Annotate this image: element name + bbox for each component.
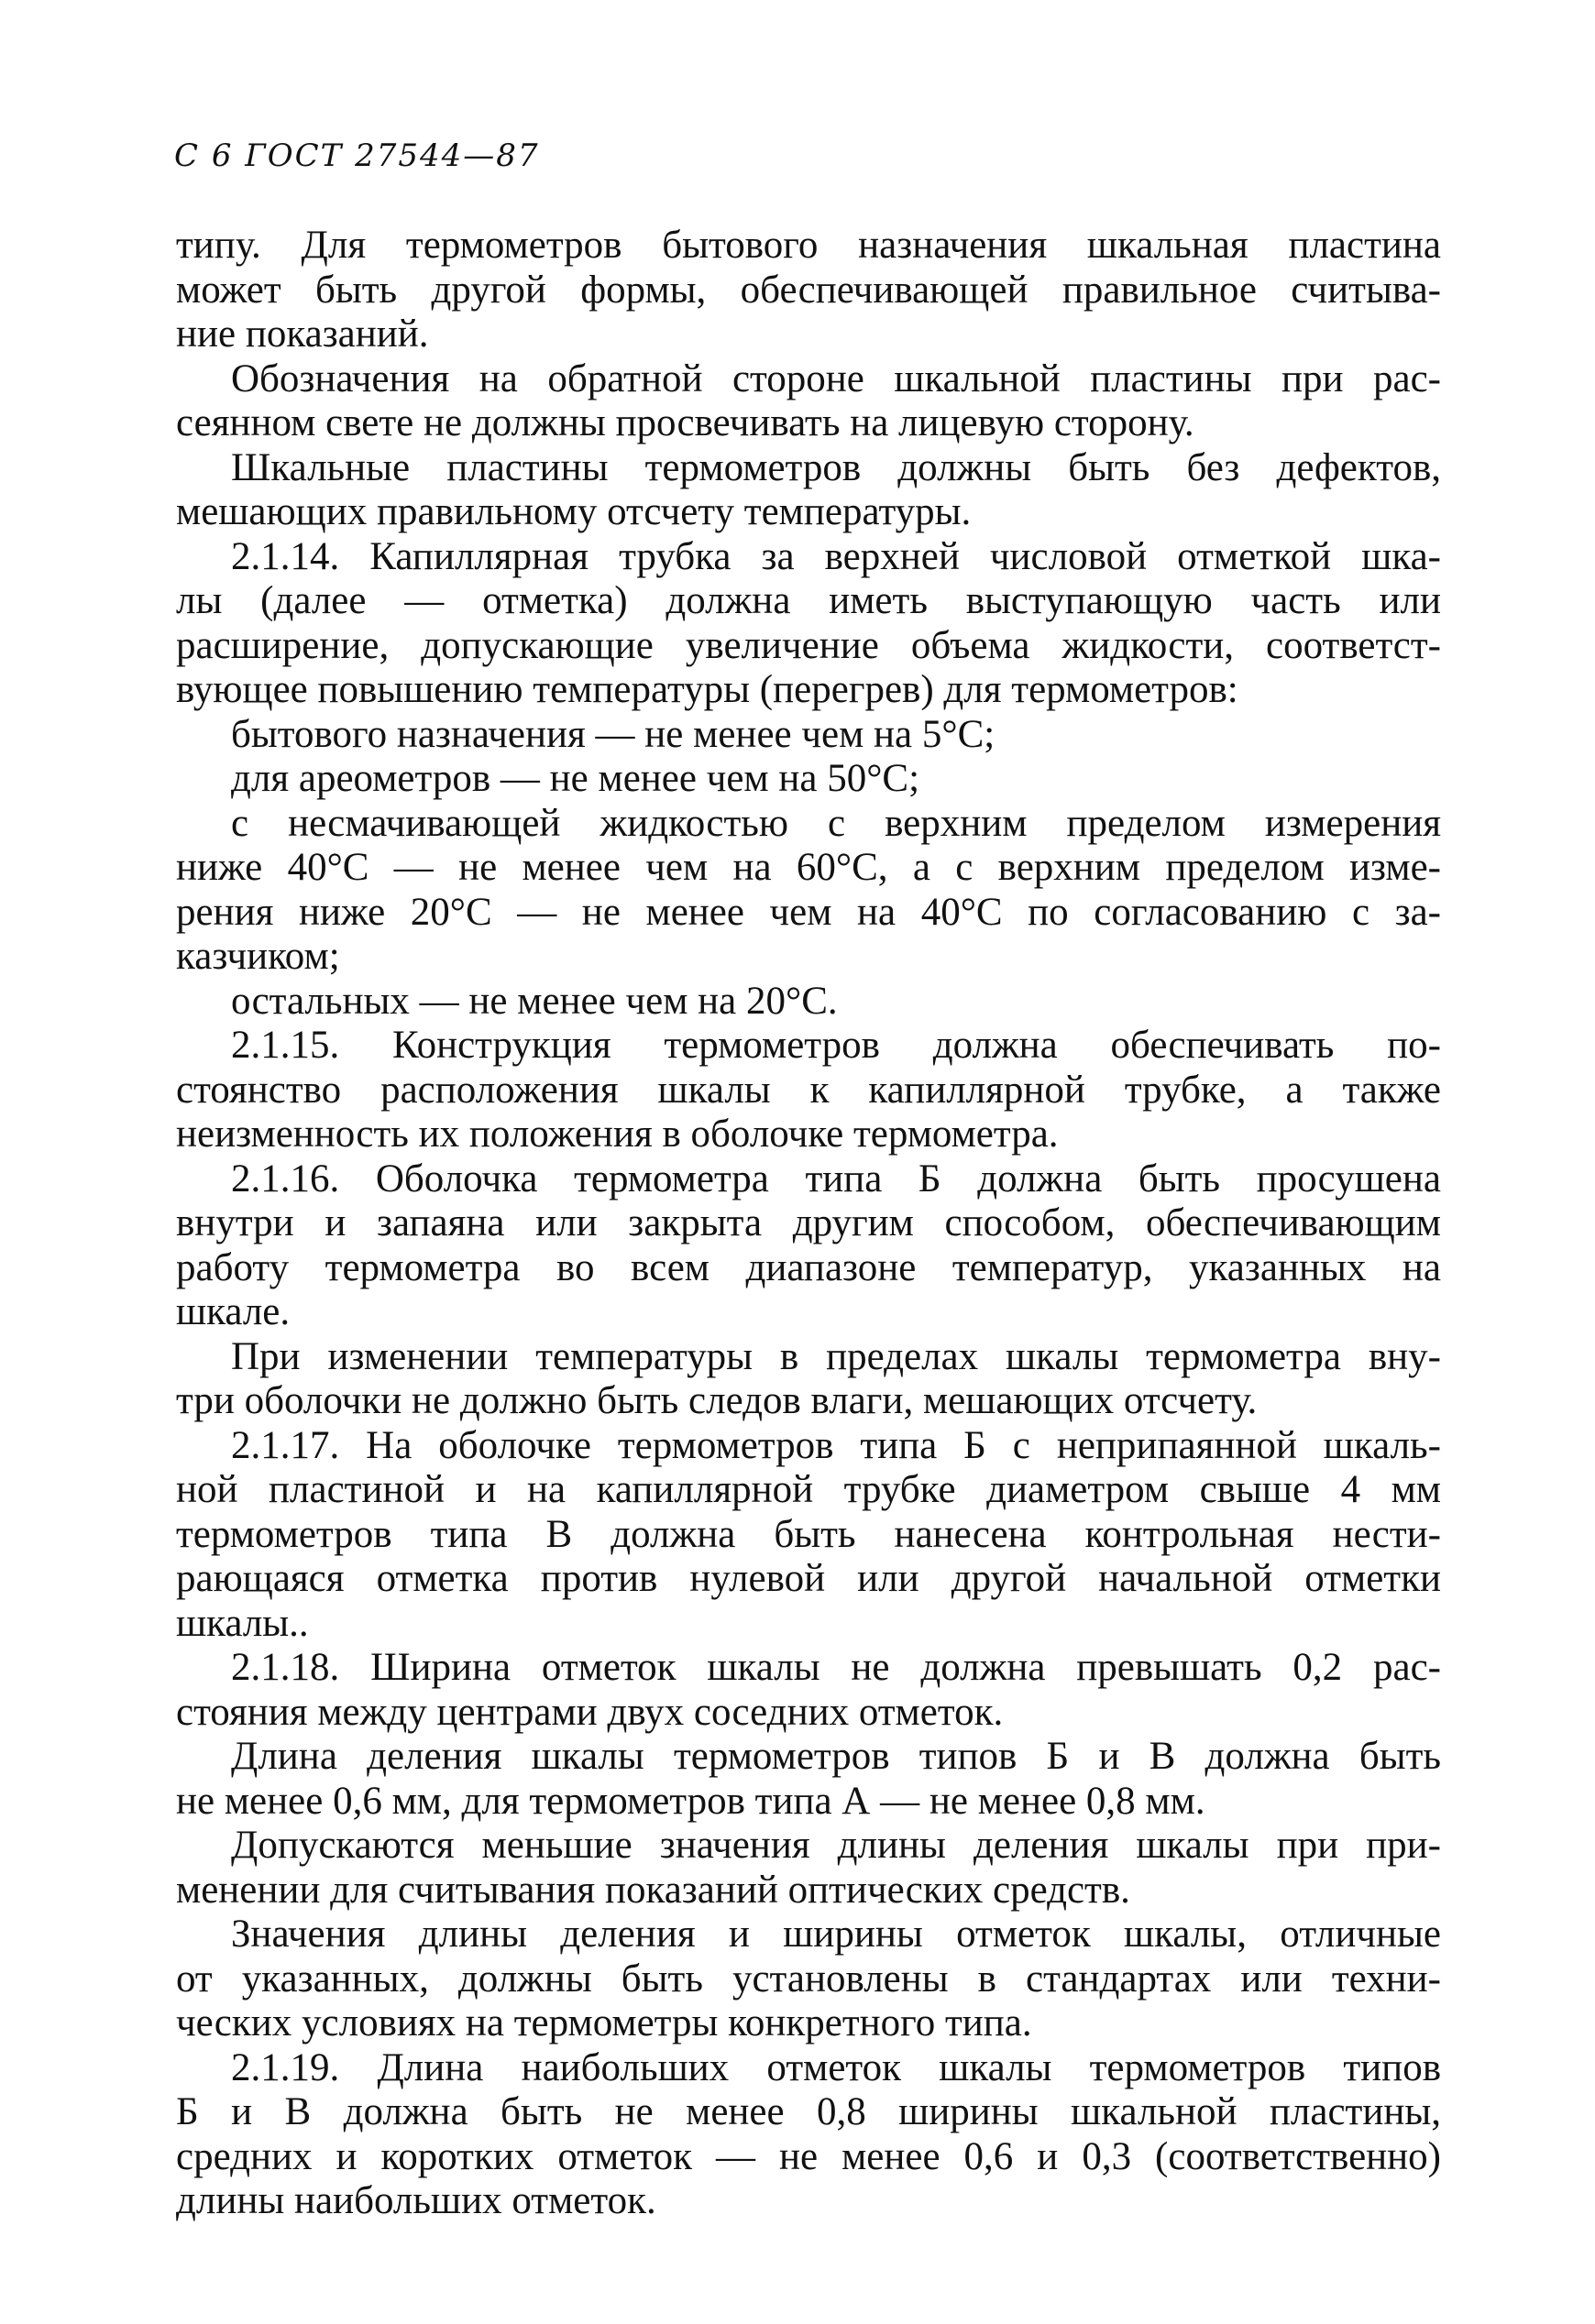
text-line: 2.1.16. Оболочка термометра типа Б должна быть просушена (231, 1157, 1441, 1200)
text-line: лы (далее — отметка) должна иметь выступающую часть или (176, 579, 1441, 622)
text-line: рения ниже 20°С — не менее чем на 40°С по согласованию с за- (176, 890, 1441, 934)
text-line: Длина деления шкалы термометров типов Б и В должна быть (231, 1735, 1441, 1778)
text-line: рающаяся отметка против нулевой или другой начальной отметки (176, 1557, 1441, 1600)
text-line: 2.1.17. На оболочке термометров типа Б с неприпаянной шкаль- (231, 1423, 1441, 1467)
text-line: Шкальные пластины термометров должны быть без дефектов, (231, 445, 1441, 489)
page-header: С 6 ГОСТ 27544—87 (174, 137, 540, 174)
text-line: бытового назначения — не менее чем на 5°С; (231, 712, 996, 756)
text-line: мешающих правильному отсчету температуры. (176, 490, 972, 533)
text-line: 2.1.18. Ширина отметок шкалы не должна превышать 0,2 рас- (231, 1646, 1441, 1689)
text-line: три оболочки не должно быть следов влаги, мешающих отсчету. (176, 1379, 1258, 1422)
text-line: типу. Для термометров бытового назначения шкальная пластина (176, 224, 1441, 267)
text-line: средних и коротких отметок — не менее 0,6 и 0,3 (соответственно) (176, 2134, 1441, 2178)
text-line: не менее 0,6 мм, для термометров типа А — не менее 0,8 мм. (176, 1779, 1205, 1823)
text-line: термометров типа В должна быть нанесена контрольная нести- (176, 1512, 1441, 1556)
text-line: стоянство расположения шкалы к капиллярной трубке, а также (176, 1068, 1441, 1112)
text-line: может быть другой формы, обеспечивающей правильное считыва- (176, 268, 1441, 312)
text-line: ной пластиной и на капиллярной трубке диаметром свыше 4 мм (176, 1468, 1441, 1511)
text-line: расширение, допускающие увеличение объема жидкости, соответст- (176, 623, 1441, 667)
text-line: ческих условиях на термометры конкретного типа. (176, 2001, 1032, 2044)
text-line: шкале. (176, 1290, 291, 1333)
document-body (176, 224, 1441, 2224)
text-line: Значения длины деления и ширины отметок шкалы, отличные (231, 1913, 1441, 1956)
text-line: Б и В должна быть не менее 0,8 ширины шкальной пластины, (176, 2090, 1441, 2133)
text-line: 2.1.15. Конструкция термометров должна обеспечивать по- (231, 1024, 1441, 1067)
text-line: Допускаются меньшие значения длины деления шкалы при при- (231, 1824, 1441, 1867)
text-line: от указанных, должны быть установлены в стандартах или техни- (176, 1957, 1441, 2001)
text-line: внутри и запаяна или закрыта другим способом, обеспечивающим (176, 1201, 1441, 1244)
text-line: работу термометра во всем диапазоне температур, указанных на (176, 1245, 1441, 1289)
text-line: стояния между центрами двух соседних отметок. (176, 1690, 1004, 1734)
text-line: менении для считывания показаний оптических средств. (176, 1868, 1130, 1912)
text-line: вующее повышению температуры (перегрев) для термометров: (176, 668, 1238, 711)
text-line: сеянном свете не должны просвечивать на лицевую сторону. (176, 401, 1194, 444)
text-line: для ареометров — не менее чем на 50°С; (231, 757, 920, 800)
text-line: 2.1.14. Капиллярная трубка за верхней числовой отметкой шка- (231, 534, 1441, 578)
text-line: ние показаний. (176, 312, 429, 356)
text-line: При изменении температуры в пределах шкалы термометра вну- (231, 1334, 1441, 1378)
text-line: 2.1.19. Длина наибольших отметок шкалы термометров типов (231, 2045, 1441, 2089)
text-line: неизменность их положения в оболочке термометра. (176, 1113, 1059, 1156)
text-line: казчиком; (176, 935, 340, 978)
text-line: ниже 40°С — не менее чем на 60°С, а с верхним пределом изме- (176, 846, 1441, 889)
text-line: длины наибольших отметок. (176, 2179, 656, 2222)
text-line: шкалы.. (176, 1601, 309, 1645)
text-line: Обозначения на обратной стороне шкальной пластины при рас- (231, 356, 1441, 400)
text-line: остальных — не менее чем на 20°С. (231, 979, 838, 1023)
text-line: с несмачивающей жидкостью с верхним пределом измерения (231, 801, 1441, 845)
